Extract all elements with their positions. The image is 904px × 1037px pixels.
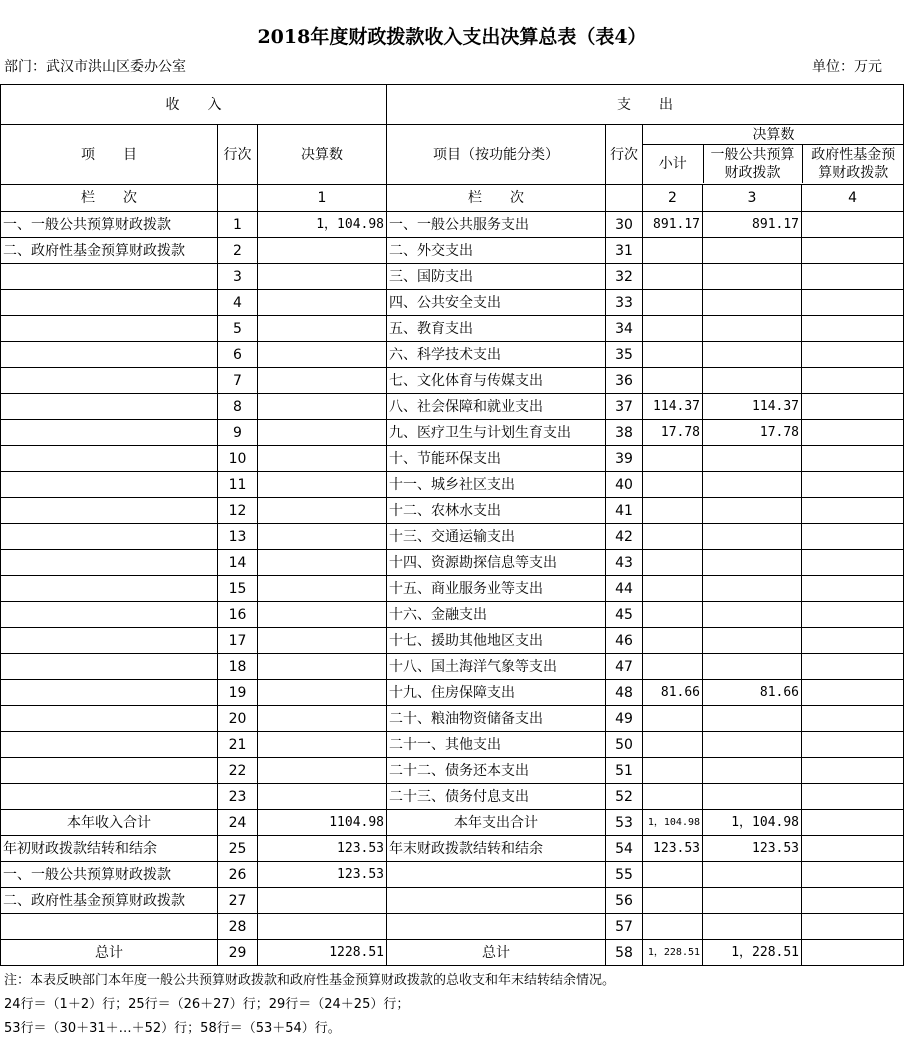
income-amount-cell bbox=[258, 628, 387, 654]
income-item-cell: 本年收入合计 bbox=[1, 810, 218, 836]
gov-fund-cell bbox=[802, 784, 904, 810]
gov-fund-cell bbox=[802, 368, 904, 394]
income-item-cell: 一、一般公共预算财政拨款 bbox=[1, 212, 218, 238]
income-item-cell bbox=[1, 654, 218, 680]
expense-item-cell: 二十、粮油物资储备支出 bbox=[387, 706, 606, 732]
expense-item-cell: 二十一、其他支出 bbox=[387, 732, 606, 758]
income-item-cell bbox=[1, 368, 218, 394]
table-row bbox=[1, 368, 904, 394]
income-amount-cell bbox=[258, 368, 387, 394]
table-row bbox=[1, 212, 904, 238]
income-header: 收 入 bbox=[1, 85, 387, 125]
expense-item-cell: 二十二、债务还本支出 bbox=[387, 758, 606, 784]
general-budget-cell bbox=[703, 550, 802, 576]
subtotal-cell bbox=[643, 758, 703, 784]
expense-row-no-cell: 47 bbox=[606, 654, 643, 680]
income-col-label: 栏 次 bbox=[1, 185, 218, 212]
income-row-no-cell: 11 bbox=[218, 472, 258, 498]
income-amount-cell bbox=[258, 680, 387, 706]
general-budget-cell bbox=[703, 706, 802, 732]
income-row-no-cell: 20 bbox=[218, 706, 258, 732]
expense-row-no-cell: 58 bbox=[606, 940, 643, 966]
income-item-cell: 总计 bbox=[1, 940, 218, 966]
subtotal-cell bbox=[643, 576, 703, 602]
gov-fund-cell bbox=[802, 888, 904, 914]
expense-row-no-cell: 31 bbox=[606, 238, 643, 264]
income-item-cell: 二、政府性基金预算财政拨款 bbox=[1, 888, 218, 914]
income-row-no-cell: 17 bbox=[218, 628, 258, 654]
income-row-no-cell: 24 bbox=[218, 810, 258, 836]
table-row bbox=[1, 550, 904, 576]
income-amount-cell bbox=[258, 394, 387, 420]
table-row bbox=[1, 732, 904, 758]
subtotal-cell bbox=[643, 472, 703, 498]
subtotal-cell bbox=[643, 290, 703, 316]
expense-item-cell: 十二、农林水支出 bbox=[387, 498, 606, 524]
gov-fund-cell bbox=[802, 498, 904, 524]
expense-row-no-cell: 35 bbox=[606, 342, 643, 368]
income-item-cell bbox=[1, 602, 218, 628]
general-budget-cell bbox=[703, 758, 802, 784]
income-row-no-cell: 12 bbox=[218, 498, 258, 524]
gov-fund-cell bbox=[802, 680, 904, 706]
income-row-no-cell: 8 bbox=[218, 394, 258, 420]
expense-row-no-cell: 56 bbox=[606, 888, 643, 914]
expense-row-no-cell: 49 bbox=[606, 706, 643, 732]
income-amount-cell bbox=[258, 706, 387, 732]
income-item-cell bbox=[1, 290, 218, 316]
expense-item-cell: 十、节能环保支出 bbox=[387, 446, 606, 472]
expense-item-cell: 二、外交支出 bbox=[387, 238, 606, 264]
income-item-cell bbox=[1, 524, 218, 550]
expense-amount-header: 决算数 bbox=[643, 126, 904, 145]
table-row bbox=[1, 524, 904, 550]
gov-fund-header: 政府性基金预算财政拨款 bbox=[811, 147, 896, 181]
expense-col-3: 3 bbox=[703, 185, 802, 212]
expense-col-2: 2 bbox=[643, 185, 703, 212]
income-item-cell bbox=[1, 498, 218, 524]
income-row-no-cell: 23 bbox=[218, 784, 258, 810]
gov-fund-cell bbox=[802, 446, 904, 472]
gov-fund-cell bbox=[802, 732, 904, 758]
income-col-blank bbox=[218, 185, 258, 212]
subtotal-cell bbox=[643, 914, 703, 940]
expense-col-label: 栏 次 bbox=[387, 185, 606, 212]
income-row-no-cell: 6 bbox=[218, 342, 258, 368]
subtotal-cell bbox=[643, 706, 703, 732]
income-item-cell bbox=[1, 784, 218, 810]
general-budget-cell bbox=[703, 914, 802, 940]
income-amount-cell bbox=[258, 576, 387, 602]
income-amount-cell: 1228.51 bbox=[258, 940, 387, 966]
income-row-no-cell: 28 bbox=[218, 914, 258, 940]
expense-item-cell bbox=[387, 888, 606, 914]
subtotal-cell bbox=[643, 342, 703, 368]
expense-row-no-cell: 53 bbox=[606, 810, 643, 836]
income-amount-cell bbox=[258, 446, 387, 472]
gov-fund-cell bbox=[802, 472, 904, 498]
expense-row-no-cell: 37 bbox=[606, 394, 643, 420]
income-amount-cell bbox=[258, 654, 387, 680]
fiscal-summary-table bbox=[0, 84, 904, 966]
income-item-cell bbox=[1, 576, 218, 602]
income-item-cell: 年初财政拨款结转和结余 bbox=[1, 836, 218, 862]
income-row-no-cell: 3 bbox=[218, 264, 258, 290]
table-row bbox=[1, 394, 904, 420]
income-item-cell bbox=[1, 732, 218, 758]
general-budget-cell bbox=[703, 290, 802, 316]
expense-row-no-cell: 46 bbox=[606, 628, 643, 654]
expense-row-no-cell: 34 bbox=[606, 316, 643, 342]
gov-fund-cell bbox=[802, 342, 904, 368]
subtotal-header: 小计 bbox=[643, 145, 703, 184]
income-item-cell bbox=[1, 316, 218, 342]
expense-item-cell: 总计 bbox=[387, 940, 606, 966]
expense-item-cell: 五、教育支出 bbox=[387, 316, 606, 342]
general-budget-cell: 891.17 bbox=[703, 212, 802, 238]
gov-fund-cell bbox=[802, 394, 904, 420]
income-amount-cell bbox=[258, 888, 387, 914]
income-item-cell bbox=[1, 758, 218, 784]
income-row-no-cell: 2 bbox=[218, 238, 258, 264]
general-budget-cell: 114.37 bbox=[703, 394, 802, 420]
gov-fund-cell bbox=[802, 706, 904, 732]
gov-fund-cell bbox=[802, 836, 904, 862]
income-amount-cell bbox=[258, 472, 387, 498]
income-row-no-cell: 14 bbox=[218, 550, 258, 576]
income-row-no-cell: 7 bbox=[218, 368, 258, 394]
income-amount-cell bbox=[258, 914, 387, 940]
income-item-cell bbox=[1, 446, 218, 472]
subtotal-cell: 114.37 bbox=[643, 394, 703, 420]
unit-label: 单位：万元 bbox=[812, 59, 882, 75]
income-row-no-cell: 26 bbox=[218, 862, 258, 888]
expense-row-no-cell: 41 bbox=[606, 498, 643, 524]
table-row bbox=[1, 862, 904, 888]
expense-row-no-cell: 33 bbox=[606, 290, 643, 316]
table-row bbox=[1, 914, 904, 940]
subtotal-cell: 1，104.98 bbox=[643, 810, 703, 836]
gov-fund-cell bbox=[802, 602, 904, 628]
expense-row-no-cell: 43 bbox=[606, 550, 643, 576]
expense-row-no-cell: 57 bbox=[606, 914, 643, 940]
expense-row-no-cell: 39 bbox=[606, 446, 643, 472]
expense-row-no-cell: 36 bbox=[606, 368, 643, 394]
income-amount-cell bbox=[258, 524, 387, 550]
table-row bbox=[1, 628, 904, 654]
expense-item-cell: 三、国防支出 bbox=[387, 264, 606, 290]
general-budget-cell bbox=[703, 238, 802, 264]
expense-row-no-cell: 52 bbox=[606, 784, 643, 810]
income-amount-cell bbox=[258, 784, 387, 810]
general-budget-cell: 81.66 bbox=[703, 680, 802, 706]
gov-fund-cell bbox=[802, 940, 904, 966]
general-budget-cell bbox=[703, 498, 802, 524]
expense-item-cell: 十三、交通运输支出 bbox=[387, 524, 606, 550]
gov-fund-cell bbox=[802, 810, 904, 836]
gov-fund-cell bbox=[802, 524, 904, 550]
table-row bbox=[1, 342, 904, 368]
income-amount-cell bbox=[258, 316, 387, 342]
income-amount-cell bbox=[258, 342, 387, 368]
subtotal-cell: 891.17 bbox=[643, 212, 703, 238]
income-item-cell bbox=[1, 628, 218, 654]
expense-col-4: 4 bbox=[802, 185, 904, 212]
income-row-no-cell: 29 bbox=[218, 940, 258, 966]
income-row-no-cell: 5 bbox=[218, 316, 258, 342]
expense-item-cell: 十七、援助其他地区支出 bbox=[387, 628, 606, 654]
income-item-cell bbox=[1, 472, 218, 498]
gov-fund-cell bbox=[802, 212, 904, 238]
expense-row-no-cell: 42 bbox=[606, 524, 643, 550]
general-budget-cell bbox=[703, 524, 802, 550]
table-row bbox=[1, 446, 904, 472]
expense-item-cell: 十五、商业服务业等支出 bbox=[387, 576, 606, 602]
expense-item-header: 项目（按功能分类） bbox=[387, 125, 606, 185]
table-row bbox=[1, 238, 904, 264]
income-col-1: 1 bbox=[258, 185, 387, 212]
expense-item-cell: 十九、住房保障支出 bbox=[387, 680, 606, 706]
gov-fund-cell bbox=[802, 576, 904, 602]
expense-row-no-cell: 45 bbox=[606, 602, 643, 628]
expense-row-no-cell: 55 bbox=[606, 862, 643, 888]
expense-amount-header-group bbox=[643, 125, 904, 185]
expense-row-no-cell: 44 bbox=[606, 576, 643, 602]
gov-fund-cell bbox=[802, 654, 904, 680]
expense-col-blank bbox=[606, 185, 643, 212]
general-budget-cell: 1，228.51 bbox=[703, 940, 802, 966]
income-row-no-cell: 4 bbox=[218, 290, 258, 316]
subtotal-cell: 123.53 bbox=[643, 836, 703, 862]
subtotal-cell bbox=[643, 316, 703, 342]
general-budget-cell: 17.78 bbox=[703, 420, 802, 446]
subtotal-cell: 1，228.51 bbox=[643, 940, 703, 966]
income-row-no-cell: 15 bbox=[218, 576, 258, 602]
expense-row-no-cell: 54 bbox=[606, 836, 643, 862]
department-label: 部门：武汉市洪山区委办公室 bbox=[4, 59, 186, 75]
table-row bbox=[1, 576, 904, 602]
subtotal-cell bbox=[643, 602, 703, 628]
expense-row-no-cell: 30 bbox=[606, 212, 643, 238]
table-row bbox=[1, 472, 904, 498]
general-budget-cell bbox=[703, 472, 802, 498]
income-row-no-cell: 10 bbox=[218, 446, 258, 472]
expense-item-cell: 十四、资源勘探信息等支出 bbox=[387, 550, 606, 576]
subtotal-cell bbox=[643, 524, 703, 550]
income-amount-cell bbox=[258, 498, 387, 524]
gov-fund-cell bbox=[802, 316, 904, 342]
expense-item-cell: 九、医疗卫生与计划生育支出 bbox=[387, 420, 606, 446]
subtotal-cell bbox=[643, 784, 703, 810]
income-item-cell bbox=[1, 394, 218, 420]
income-amount-cell bbox=[258, 238, 387, 264]
income-row-no-cell: 25 bbox=[218, 836, 258, 862]
general-budget-cell bbox=[703, 732, 802, 758]
table-row bbox=[1, 810, 904, 836]
gov-fund-cell bbox=[802, 264, 904, 290]
general-budget-cell bbox=[703, 654, 802, 680]
expense-item-cell: 四、公共安全支出 bbox=[387, 290, 606, 316]
general-budget-cell bbox=[703, 368, 802, 394]
subtotal-cell bbox=[643, 732, 703, 758]
subtotal-cell bbox=[643, 498, 703, 524]
general-budget-cell: 1，104.98 bbox=[703, 810, 802, 836]
table-row bbox=[1, 706, 904, 732]
table-row bbox=[1, 316, 904, 342]
subtotal-cell: 81.66 bbox=[643, 680, 703, 706]
income-row-no-cell: 18 bbox=[218, 654, 258, 680]
expense-row-no-header: 行次 bbox=[606, 125, 643, 185]
table-row bbox=[1, 836, 904, 862]
income-item-cell bbox=[1, 264, 218, 290]
income-row-no-cell: 22 bbox=[218, 758, 258, 784]
income-row-no-cell: 27 bbox=[218, 888, 258, 914]
income-row-no-cell: 21 bbox=[218, 732, 258, 758]
income-amount-header: 决算数 bbox=[258, 125, 387, 185]
income-row-no-cell: 13 bbox=[218, 524, 258, 550]
income-amount-cell: 1104.98 bbox=[258, 810, 387, 836]
subtotal-cell bbox=[643, 888, 703, 914]
income-amount-cell: 1，104.98 bbox=[258, 212, 387, 238]
table-row bbox=[1, 654, 904, 680]
income-amount-cell bbox=[258, 732, 387, 758]
gov-fund-cell bbox=[802, 290, 904, 316]
expense-item-cell bbox=[387, 914, 606, 940]
income-row-no-cell: 19 bbox=[218, 680, 258, 706]
gov-fund-cell bbox=[802, 238, 904, 264]
general-budget-cell bbox=[703, 446, 802, 472]
table-row bbox=[1, 420, 904, 446]
expense-item-cell: 八、社会保障和就业支出 bbox=[387, 394, 606, 420]
gov-fund-cell bbox=[802, 862, 904, 888]
gov-fund-cell bbox=[802, 550, 904, 576]
income-row-no-cell: 1 bbox=[218, 212, 258, 238]
income-row-no-cell: 16 bbox=[218, 602, 258, 628]
income-item-cell bbox=[1, 550, 218, 576]
table-row bbox=[1, 888, 904, 914]
income-item-cell bbox=[1, 342, 218, 368]
note-line-1: 注：本表反映部门本年度一般公共预算财政拨款和政府性基金预算财政拨款的总收支和年末结转结余情况。 bbox=[4, 973, 616, 988]
general-budget-cell bbox=[703, 888, 802, 914]
expense-item-cell: 六、科学技术支出 bbox=[387, 342, 606, 368]
note-line-3: 53行＝（30＋31＋…＋52）行；58行＝（53＋54）行。 bbox=[4, 1021, 341, 1036]
income-item-cell: 二、政府性基金预算财政拨款 bbox=[1, 238, 218, 264]
income-amount-cell bbox=[258, 550, 387, 576]
report-title: 2018年度财政拨款收入支出决算总表（表4） bbox=[257, 26, 647, 48]
subtotal-cell bbox=[643, 368, 703, 394]
subtotal-cell bbox=[643, 264, 703, 290]
expense-row-no-cell: 38 bbox=[606, 420, 643, 446]
subtotal-cell bbox=[643, 238, 703, 264]
table-row bbox=[1, 602, 904, 628]
income-item-cell bbox=[1, 706, 218, 732]
general-budget-cell bbox=[703, 784, 802, 810]
subtotal-cell bbox=[643, 446, 703, 472]
income-item-cell bbox=[1, 680, 218, 706]
expense-item-cell: 年末财政拨款结转和结余 bbox=[387, 836, 606, 862]
subtotal-cell bbox=[643, 862, 703, 888]
table-row bbox=[1, 680, 904, 706]
table-row bbox=[1, 290, 904, 316]
income-amount-cell bbox=[258, 420, 387, 446]
table-row bbox=[1, 940, 904, 966]
table-row bbox=[1, 784, 904, 810]
general-budget-cell bbox=[703, 628, 802, 654]
income-row-no-cell: 9 bbox=[218, 420, 258, 446]
expense-item-cell: 十六、金融支出 bbox=[387, 602, 606, 628]
table-row bbox=[1, 264, 904, 290]
expense-item-cell: 七、文化体育与传媒支出 bbox=[387, 368, 606, 394]
table-row bbox=[1, 498, 904, 524]
expense-row-no-cell: 48 bbox=[606, 680, 643, 706]
expense-item-cell: 十一、城乡社区支出 bbox=[387, 472, 606, 498]
table-row bbox=[1, 758, 904, 784]
income-item-cell bbox=[1, 420, 218, 446]
expense-header: 支 出 bbox=[387, 85, 904, 125]
general-budget-cell: 123.53 bbox=[703, 836, 802, 862]
subtotal-cell bbox=[643, 654, 703, 680]
income-amount-cell bbox=[258, 264, 387, 290]
expense-item-cell: 一、一般公共服务支出 bbox=[387, 212, 606, 238]
income-amount-cell bbox=[258, 290, 387, 316]
general-budget-cell bbox=[703, 576, 802, 602]
subtotal-cell bbox=[643, 550, 703, 576]
income-row-no-header: 行次 bbox=[218, 125, 258, 185]
note-line-2: 24行＝（1＋2）行；25行＝（26＋27）行；29行＝（24＋25）行； bbox=[4, 997, 410, 1012]
expense-item-cell: 本年支出合计 bbox=[387, 810, 606, 836]
expense-row-no-cell: 50 bbox=[606, 732, 643, 758]
general-budget-cell bbox=[703, 862, 802, 888]
gov-fund-cell bbox=[802, 420, 904, 446]
income-amount-cell bbox=[258, 602, 387, 628]
subtotal-cell: 17.78 bbox=[643, 420, 703, 446]
general-budget-cell bbox=[703, 264, 802, 290]
income-item-cell bbox=[1, 914, 218, 940]
income-amount-cell: 123.53 bbox=[258, 836, 387, 862]
income-amount-cell: 123.53 bbox=[258, 862, 387, 888]
expense-row-no-cell: 40 bbox=[606, 472, 643, 498]
gov-fund-cell bbox=[802, 914, 904, 940]
general-budget-cell bbox=[703, 602, 802, 628]
subtotal-cell bbox=[643, 628, 703, 654]
income-item-cell: 一、一般公共预算财政拨款 bbox=[1, 862, 218, 888]
expense-item-cell: 二十三、债务付息支出 bbox=[387, 784, 606, 810]
general-budget-cell bbox=[703, 342, 802, 368]
expense-item-cell bbox=[387, 862, 606, 888]
income-amount-cell bbox=[258, 758, 387, 784]
general-budget-header: 一般公共预算财政拨款 bbox=[703, 145, 802, 184]
expense-row-no-cell: 32 bbox=[606, 264, 643, 290]
gov-fund-cell bbox=[802, 758, 904, 784]
gov-fund-cell bbox=[802, 628, 904, 654]
expense-item-cell: 十八、国土海洋气象等支出 bbox=[387, 654, 606, 680]
expense-row-no-cell: 51 bbox=[606, 758, 643, 784]
general-budget-cell bbox=[703, 316, 802, 342]
income-item-header: 项 目 bbox=[1, 125, 218, 185]
